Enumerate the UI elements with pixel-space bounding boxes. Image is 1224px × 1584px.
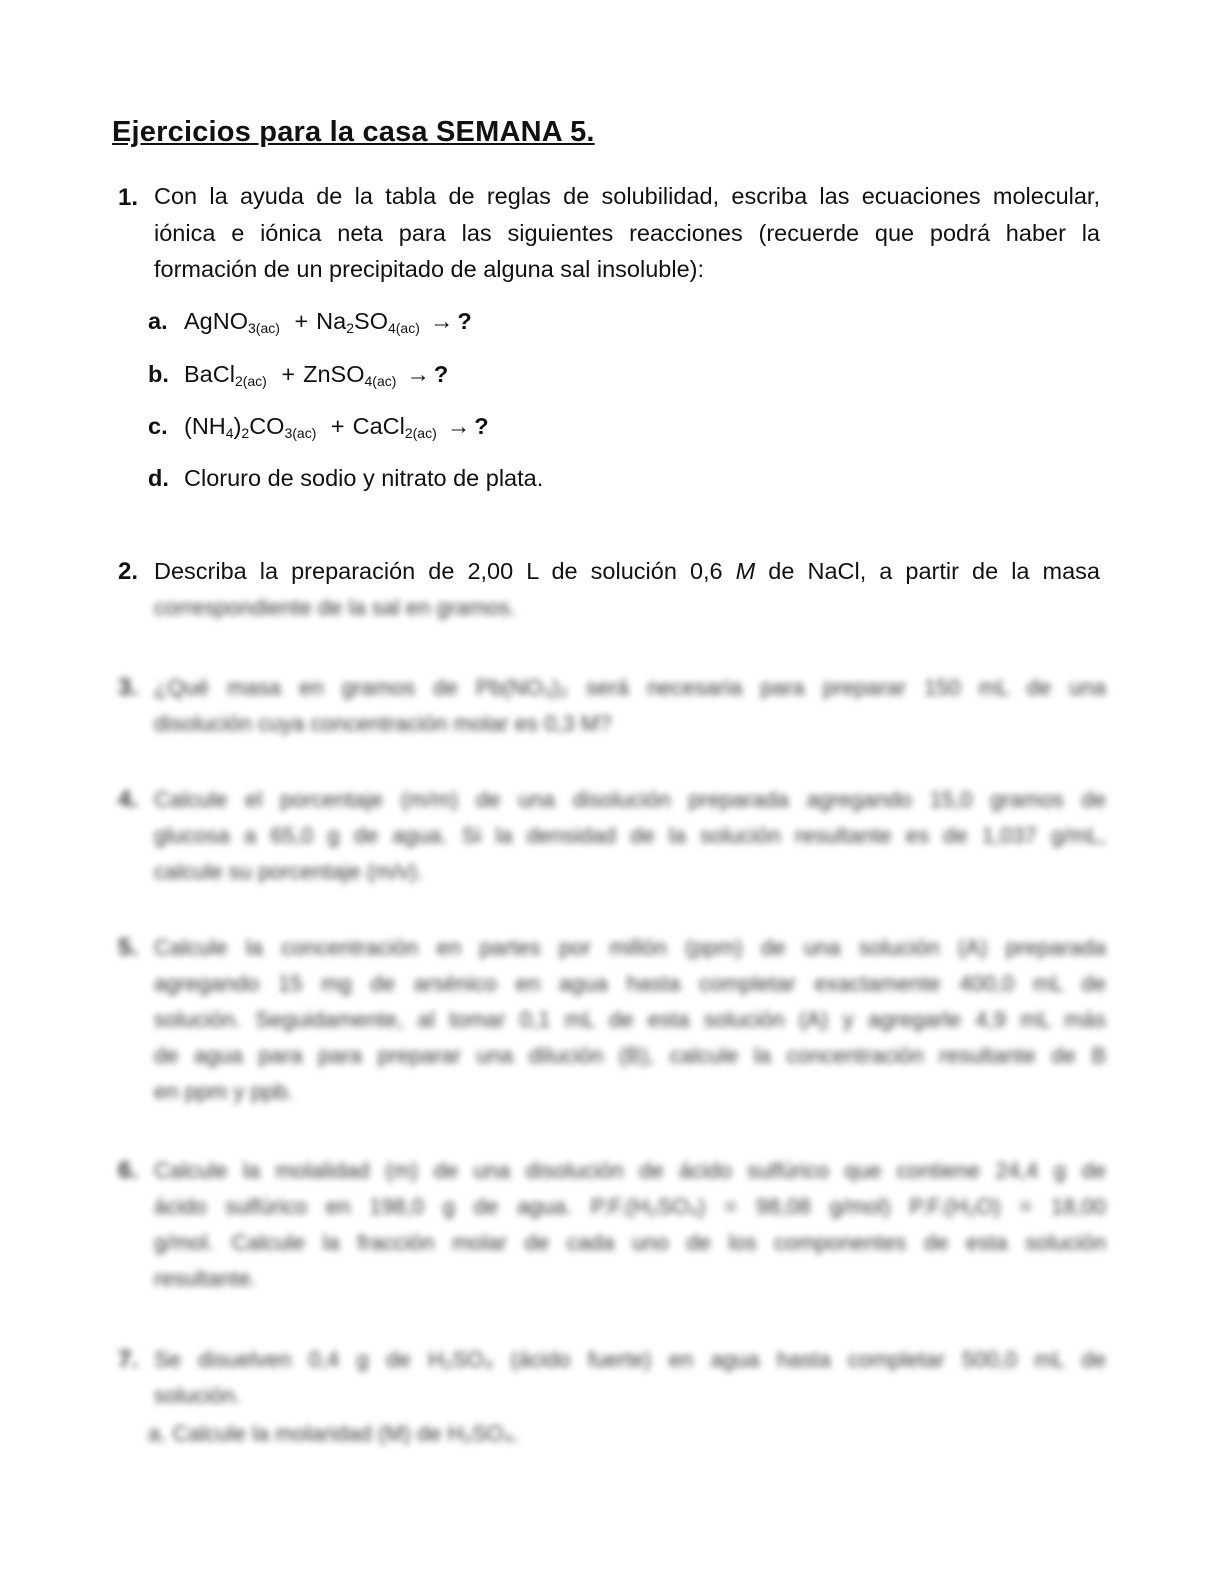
question-7-line: solución. <box>154 1383 241 1408</box>
question-1b-equation <box>148 361 448 389</box>
question-1-text <box>154 178 1100 288</box>
question-3-text <box>154 670 1106 742</box>
question-6-line: g/mol. Calcule la fracción molar de cada uno de los componentes de esta solución <box>154 1230 1106 1255</box>
question-3-line: ¿Qué masa en gramos de Pb(NO₃)₂ será necesaria para preparar 150 mL de una <box>154 675 1106 700</box>
item-label: a. <box>148 308 168 334</box>
question-mark: ? <box>433 361 449 387</box>
reactant: CO <box>249 413 285 439</box>
item-label: c. <box>148 413 168 439</box>
subscript: 4 <box>225 425 234 441</box>
plus-sign: + <box>294 308 309 334</box>
reactant: CaCl <box>352 413 405 439</box>
question-6-text <box>154 1153 1106 1297</box>
question-7 <box>118 1342 1108 1457</box>
question-4-number: 4. <box>118 786 139 813</box>
question-5-line: de agua para para preparar una dilución (B), calcule la concentración resultante de B <box>154 1043 1106 1068</box>
subscript: 3(ac) <box>248 320 280 336</box>
arrow-icon: → <box>429 308 454 334</box>
question-2-text <box>154 553 1100 590</box>
question-6-line: resultante. <box>154 1266 257 1291</box>
question-6-line: Calcule la molalidad (m) de una disolución de ácido sulfúrico que contiene 24,4 g de <box>154 1158 1106 1183</box>
question-1-number: 1. <box>118 184 139 211</box>
question-1c-equation <box>148 413 489 441</box>
reactant: BaCl <box>184 361 235 387</box>
question-2-number: 2. <box>118 558 139 585</box>
question-7a-item: a. Calcule la molaridad (M) de H₂SO₄. <box>148 1421 519 1446</box>
question-1-line: iónica e iónica neta para las siguientes reacciones (recuerde que podrá haber la <box>154 219 1100 246</box>
arrow-icon: → <box>406 361 430 387</box>
question-1d-item <box>148 465 543 492</box>
question-mark: ? <box>474 413 489 439</box>
item-label: d. <box>148 465 169 491</box>
question-2-line <box>154 553 1100 590</box>
subscript: 2(ac) <box>404 425 437 441</box>
subscript: 2 <box>241 425 250 441</box>
text-run: Describa la preparación de 2,00 L de solución 0,6 <box>154 558 736 584</box>
page-title: Ejercicios para la casa SEMANA 5. <box>112 116 595 148</box>
question-3-number: 3. <box>118 674 139 701</box>
question-7-number: 7. <box>118 1346 139 1373</box>
text-run: de NaCl, a partir de la masa <box>755 558 1100 584</box>
question-1a-equation <box>148 308 472 336</box>
question-5-line: Calcule la concentración en partes por millón (ppm) de una solución (A) preparada <box>154 935 1106 960</box>
question-7-text <box>154 1342 1106 1414</box>
question-6 <box>118 1153 1108 1303</box>
subscript: 2 <box>346 320 355 336</box>
question-1-line: formación de un precipitado de alguna sal insoluble): <box>154 256 704 282</box>
question-5-line: agregando 15 mg de arsénico en agua hasta completar exactamente 400,0 mL de <box>154 971 1106 996</box>
question-3 <box>118 670 1108 750</box>
question-4-text <box>154 782 1106 890</box>
reactant: Na <box>316 308 347 334</box>
question-4-line: glucosa a 65,0 g de agua. Si la densidad de la solución resultante es de 1,037 g/mL, <box>154 823 1106 848</box>
plus-sign: + <box>330 413 345 439</box>
question-5-line: en ppm y ppb. <box>154 1079 294 1104</box>
subscript: 4(ac) <box>364 373 397 389</box>
question-7-line: Se disuelven 0,4 g de H₂SO₄ (ácido fuerte) en agua hasta completar 500,0 mL de <box>154 1347 1106 1372</box>
reactant: ZnSO <box>303 361 365 387</box>
item-text: Cloruro de sodio y nitrato de plata. <box>184 465 544 491</box>
blurred-text <box>154 590 1106 626</box>
question-5-number: 5. <box>118 934 139 961</box>
arrow-icon: → <box>446 413 471 439</box>
plus-sign: + <box>281 361 296 387</box>
question-4 <box>118 782 1108 897</box>
question-4-line: Calcule el porcentaje (m/m) de una disolución preparada agregando 15,0 gramos de <box>154 787 1106 812</box>
question-4-line: calcule su porcentaje (m/v). <box>154 859 423 884</box>
question-2-blurred-line <box>118 590 1108 630</box>
question-5 <box>118 930 1108 1120</box>
question-1-line: Con la ayuda de la tabla de reglas de solubilidad, escriba las ecuaciones molecular, <box>154 183 1100 209</box>
subscript: 2(ac) <box>234 373 267 389</box>
reactant: AgNO <box>184 308 248 334</box>
question-6-number: 6. <box>118 1157 139 1184</box>
question-5-text <box>154 930 1106 1110</box>
question-2-line: correspondiente de la sal en gramos. <box>154 595 516 620</box>
question-3-line: disolución cuya concentración molar es 0,3 M? <box>154 711 612 736</box>
question-mark: ? <box>457 308 472 334</box>
item-label: b. <box>148 361 169 387</box>
reactant: (NH <box>184 413 226 439</box>
subscript: 4(ac) <box>387 320 420 336</box>
reactant: SO <box>354 308 388 334</box>
molar-symbol: M <box>735 558 756 584</box>
subscript: 3(ac) <box>284 425 317 441</box>
reactant: ) <box>233 413 242 439</box>
question-5-line: solución. Seguidamente, al tomar 0,1 mL de esta solución (A) y agregarle 4,9 mL más <box>154 1007 1106 1032</box>
question-6-line: ácido sulfúrico en 198,0 g de agua. P.F.(H₂SO₄) = 98,08 g/mol) P.F.(H₂O) = 18,00 <box>154 1194 1106 1219</box>
